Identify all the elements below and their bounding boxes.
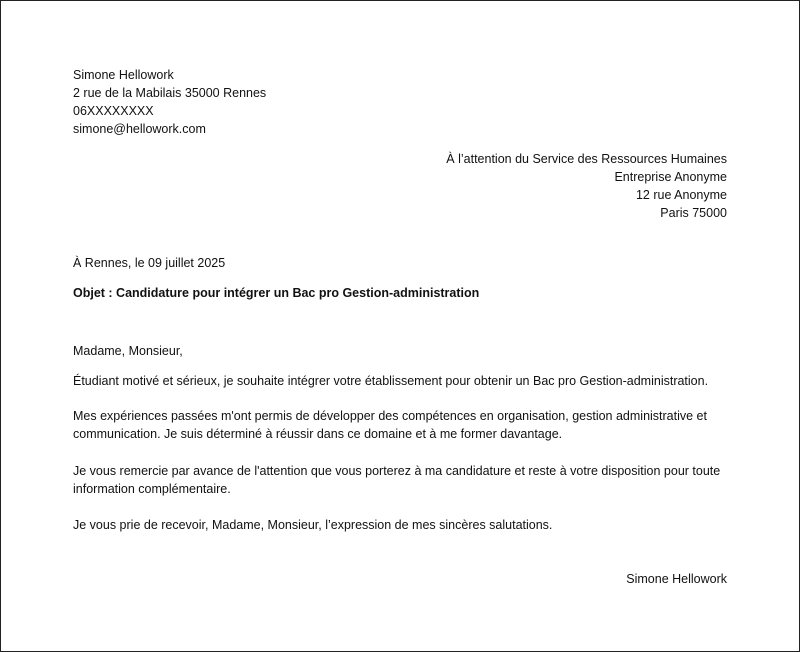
recipient-city: Paris 75000 bbox=[660, 206, 727, 220]
sender-block bbox=[73, 66, 266, 138]
body-paragraph-3: Je vous remercie par avance de l'attention que vous porterez à ma candidature et reste à votre disposition pour toute information complémentaire. bbox=[73, 464, 721, 496]
sender-address: 2 rue de la Mabilais 35000 Rennes bbox=[73, 86, 267, 100]
letter-subject: Objet : Candidature pour intégrer un Bac pro Gestion-administration bbox=[73, 286, 480, 300]
letter-signature: Simone Hellowork bbox=[626, 572, 727, 586]
sender-name: Simone Hellowork bbox=[73, 68, 174, 82]
recipient-company: Entreprise Anonyme bbox=[614, 170, 727, 184]
letter-date: À Rennes, le 09 juillet 2025 bbox=[73, 256, 226, 270]
letter-closing: Je vous prie de recevoir, Madame, Monsieur, l’expression de mes sincères salutations. bbox=[73, 518, 553, 532]
letter-salutation: Madame, Monsieur, bbox=[73, 344, 183, 358]
body-paragraph-2: Mes expériences passées m'ont permis de développer des compétences en organisation, gestion administrative et communication. Je suis déterminé à réussir dans ce domaine et à me former davantage. bbox=[73, 409, 707, 441]
body-paragraph-1: Étudiant motivé et sérieux, je souhaite intégrer votre établissement pour obtenir un Bac pro Gestion-administration. bbox=[73, 374, 709, 388]
sender-phone: 06XXXXXXXX bbox=[73, 104, 154, 118]
recipient-block bbox=[446, 150, 727, 222]
recipient-street: 12 rue Anonyme bbox=[635, 188, 727, 202]
sender-email: simone@hellowork.com bbox=[73, 122, 206, 136]
recipient-attention: À l’attention du Service des Ressources Humaines bbox=[446, 152, 727, 166]
